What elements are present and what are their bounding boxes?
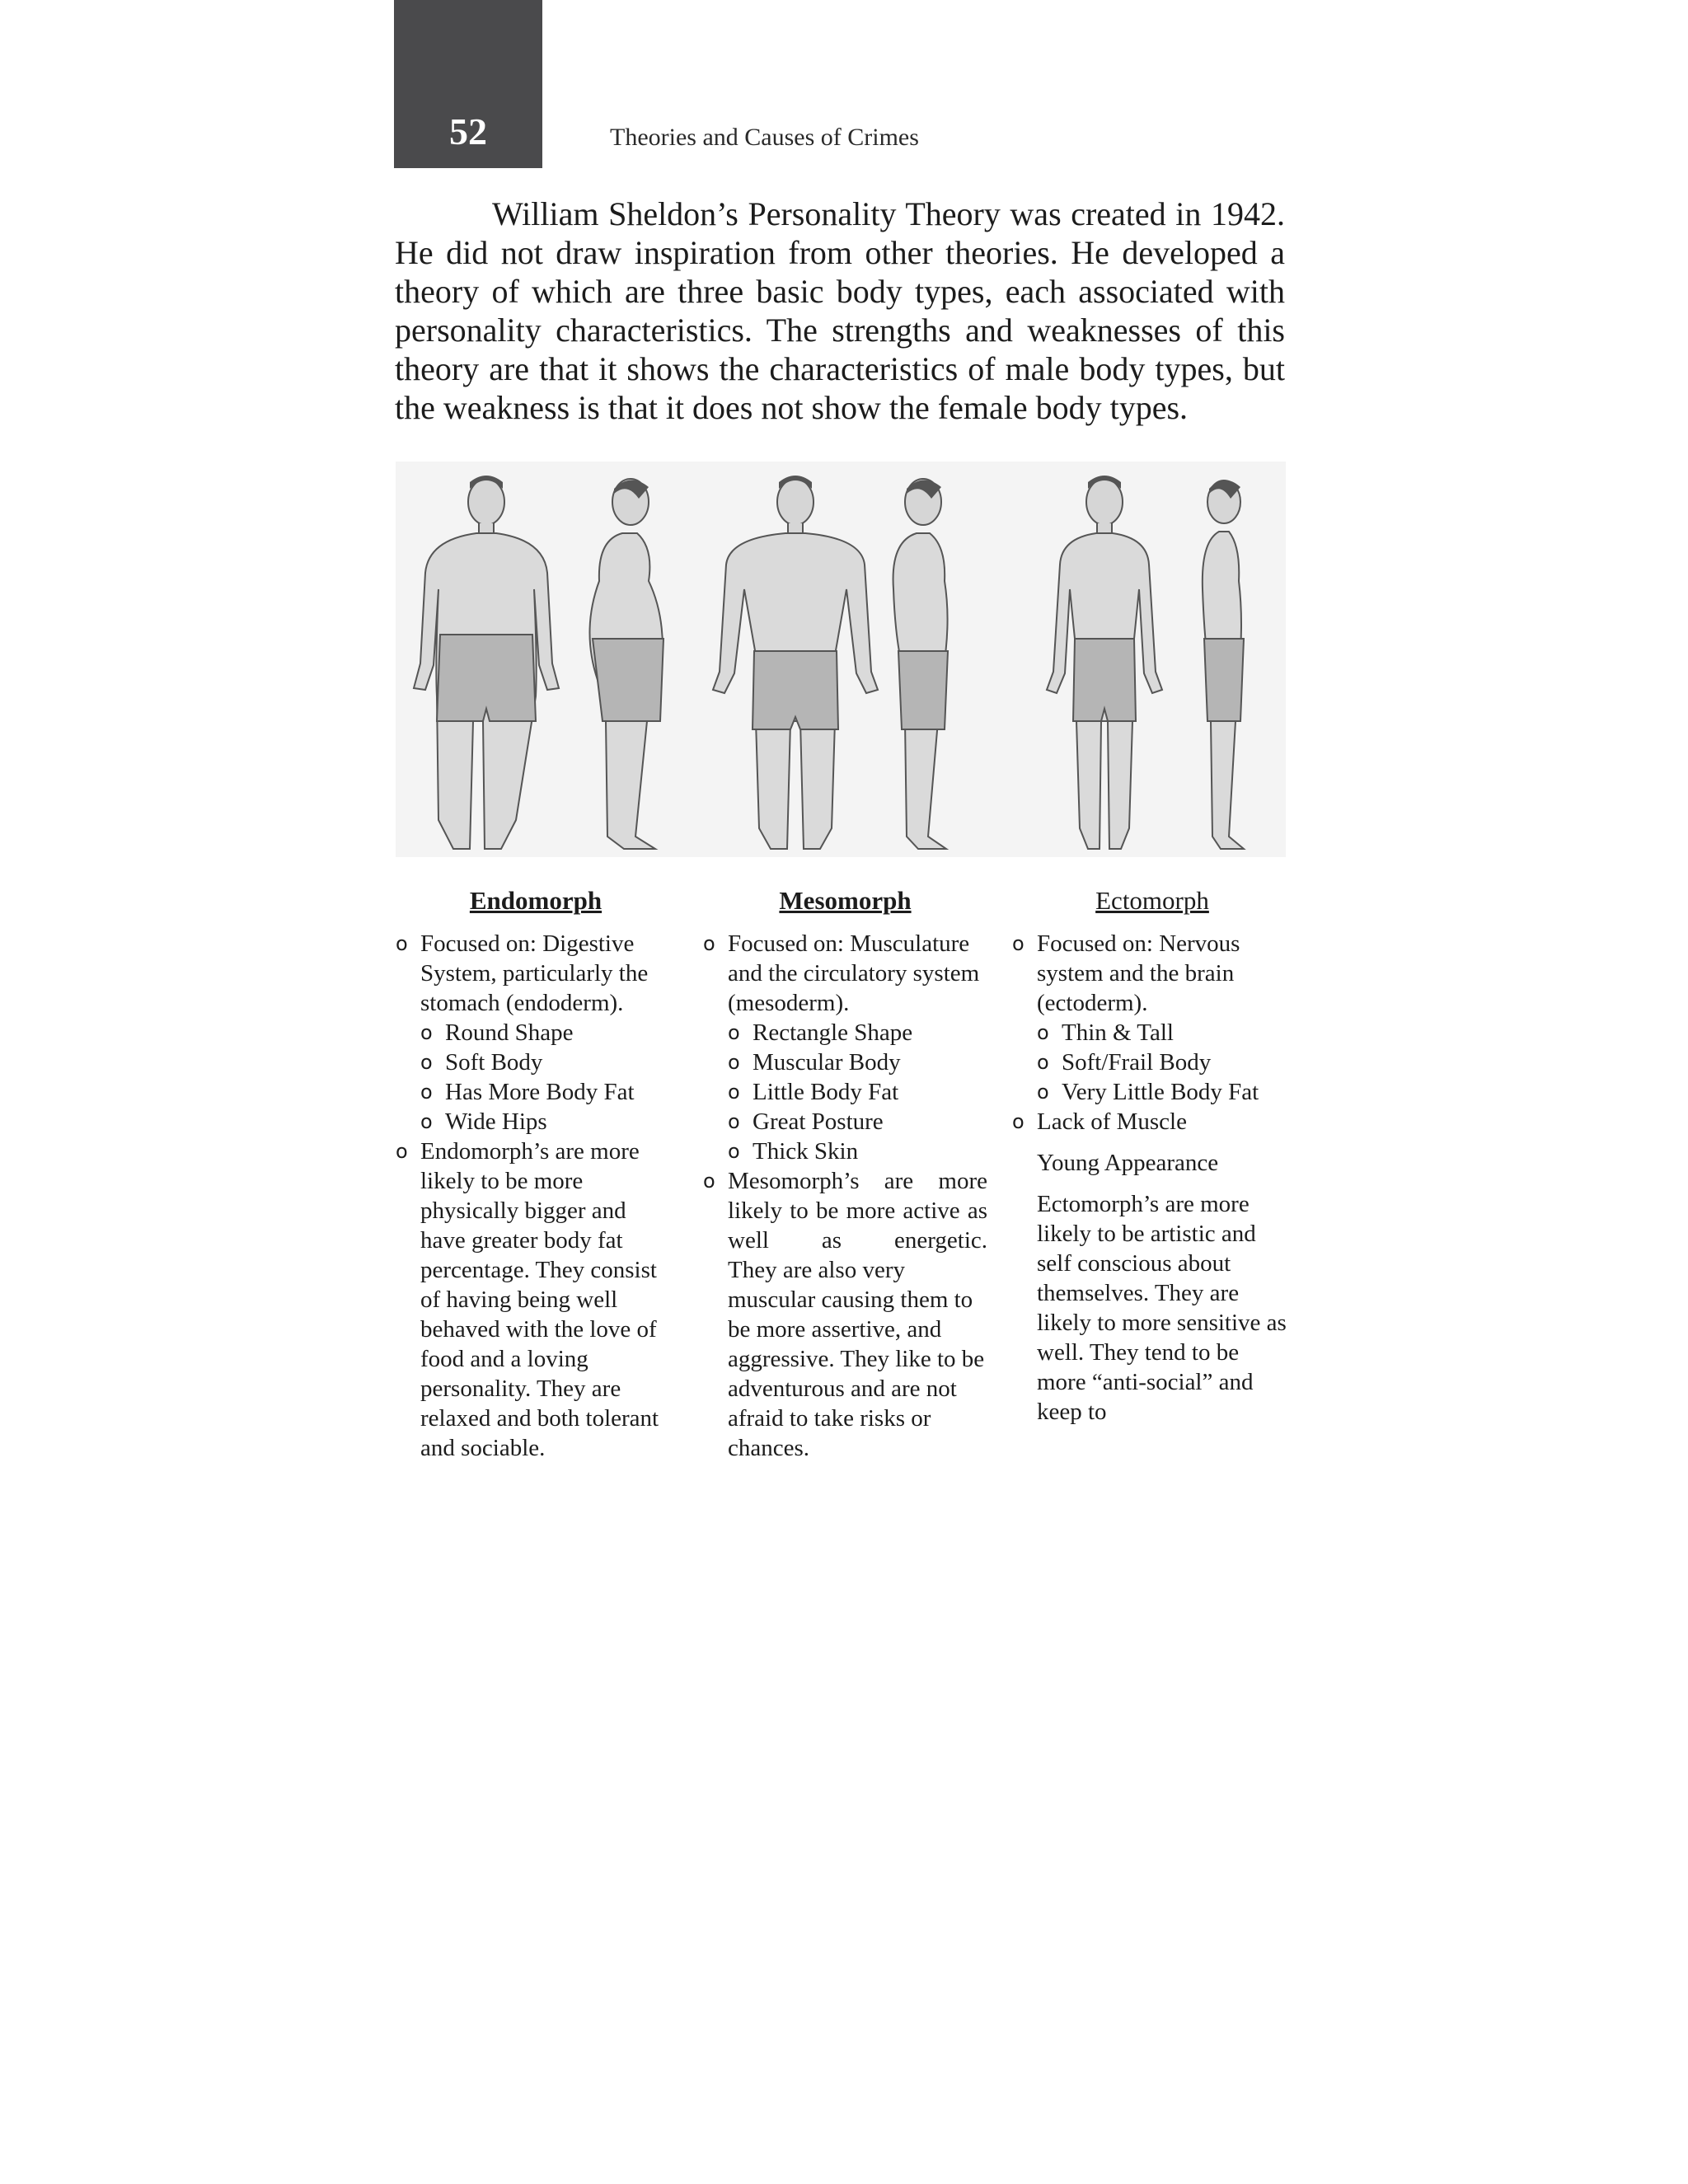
list-item: o Focused on: Nervous system and the brain (ectoderm).: [1012, 930, 1240, 1016]
mesomorph-description: They are also very muscular causing them to be more assertive, and aggressive. They like to be adventurous and are not afraid to take risks or chances.: [728, 1257, 985, 1461]
list-item: o Endomorph’s are more likely to be more physically bigger and have greater body fat percentage. They consist of having being well behaved with the love of food and a loving personality. They are relaxed and both tolerant and sociable.: [396, 1138, 659, 1461]
list-item: o Muscular Body: [728, 1049, 901, 1076]
body-types-illustration: [396, 462, 1286, 857]
body-types-figure: [396, 462, 1286, 857]
mesomorph-side-figure: [893, 479, 948, 849]
page-number: 52: [449, 110, 487, 152]
list-item: o Little Body Fat: [728, 1079, 899, 1105]
mesomorph-column: [703, 886, 987, 1463]
mesomorph-heading: Mesomorph: [779, 886, 912, 915]
intro-text: William Sheldon’s Personality Theory was created in 1942. He did not draw inspiration from other theories. He developed a theory of which are three basic body types, each associated with personality characteristics. The strengths and weaknesses of this theory are that it shows the characteristics of male body types, but the weakness is that it does not show the female body types.: [395, 195, 1285, 426]
ectomorph-description: Ectomorph’s are more likely to be artistic and self conscious about themselves. They are likely to more sensitive as well. They tend to be more “anti-social” and keep to: [1037, 1191, 1287, 1425]
intro-paragraph: [395, 194, 1285, 427]
list-item: o Lack of Muscle: [1012, 1108, 1187, 1135]
list-item: o Great Posture: [728, 1108, 884, 1135]
list-item: o Round Shape: [420, 1019, 574, 1046]
list-item: o Thin & Tall: [1037, 1019, 1174, 1046]
mesomorph-front-figure: [713, 476, 878, 849]
ectomorph-front-figure: [1047, 476, 1162, 849]
list-item: o Focused on: Digestive System, particularly the stomach (endoderm).: [396, 930, 649, 1016]
list-item: o Thick Skin: [728, 1138, 859, 1165]
endomorph-column: [396, 886, 676, 1463]
ectomorph-side-figure: [1203, 480, 1244, 849]
list-item: o Very Little Body Fat: [1037, 1079, 1259, 1105]
list-item: o Rectangle Shape: [728, 1019, 913, 1046]
list-item: o Soft Body: [420, 1049, 543, 1076]
running-title: Theories and Causes of Crimes: [610, 124, 919, 151]
list-item: o Mesomorph’s are more likely to be more active as well as energetic.: [703, 1168, 987, 1254]
list-item: o Wide Hips: [420, 1108, 547, 1135]
endomorph-front-figure: [414, 476, 559, 849]
ectomorph-column: [1012, 886, 1292, 1427]
ectomorph-heading: Ectomorph: [1095, 886, 1209, 915]
ectomorph-appearance: Young Appearance: [1037, 1150, 1219, 1176]
list-item: o Soft/Frail Body: [1037, 1049, 1212, 1076]
list-item: o Has More Body Fat: [420, 1079, 635, 1105]
endomorph-side-figure: [589, 479, 663, 849]
page-number-box: [394, 0, 542, 168]
endomorph-heading: Endomorph: [469, 886, 603, 915]
list-item: o Focused on: Musculature and the circulatory system (mesoderm).: [703, 930, 980, 1016]
